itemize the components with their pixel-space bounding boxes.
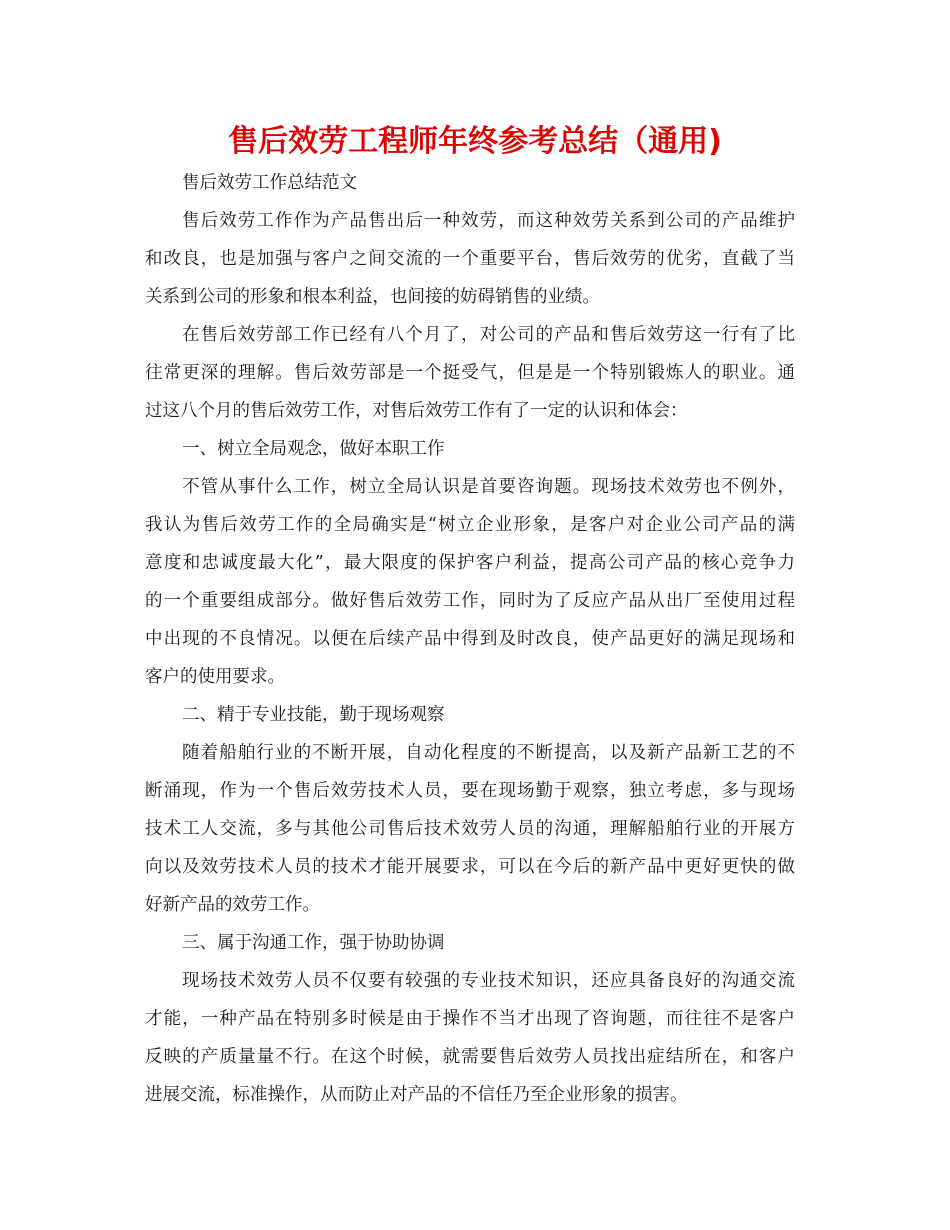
- subtitle-line: 售后效劳工作总结范文: [182, 173, 357, 193]
- document-title: 售后效劳工程师年终参考总结（通用): [228, 124, 722, 159]
- text-line: 现场技术效劳人员不仅要有较强的专业技术知识，还应具备良好的沟通交流: [182, 971, 795, 991]
- text-line: 随着船舶行业的不断开展，自动化程度的不断提高，以及新产品新工艺的不: [182, 743, 795, 763]
- text-line: 过这八个月的售后效劳工作，对售后效劳工作有了一定的认识和体会：: [145, 401, 688, 421]
- text-line: 的一个重要组成部分。做好售后效劳工作，同时为了反应产品从出厂至使用过程: [145, 591, 795, 611]
- section-heading: 一、树立全局观念，做好本职工作: [182, 439, 445, 459]
- text-line: 售后效劳工作作为产品售出后一种效劳，而这种效劳关系到公司的产品维护: [182, 211, 795, 231]
- section-heading: 二、精于专业技能，勤于现场观察: [182, 705, 445, 725]
- document-body: [145, 164, 795, 1114]
- text-line: 和改良，也是加强与客户之间交流的一个重要平台，售后效劳的优劣，直截了当: [145, 249, 795, 269]
- text-line: 技术工人交流，多与其他公司售后技术效劳人员的沟通，理解船舶行业的开展方: [145, 819, 795, 839]
- text-line: 进展交流，标准操作，从而防止对产品的不信任乃至企业形象的损害。: [145, 1085, 688, 1105]
- text-line: 客户的使用要求。: [145, 667, 285, 687]
- text-line: 往常更深的理解。售后效劳部是一个挺受气，但是是一个特别锻炼人的职业。通: [145, 363, 795, 383]
- section-heading: 三、属于沟通工作，强于协助协调: [182, 933, 445, 953]
- text-line: 在售后效劳部工作已经有八个月了，对公司的产品和售后效劳这一行有了比: [182, 325, 795, 345]
- text-line: 不管从事什么工作，树立全局认识是首要咨询题。现场技术效劳也不例外，: [182, 477, 795, 497]
- text-line: 好新产品的效劳工作。: [145, 895, 320, 915]
- text-line: 反映的产质量量不行。在这个时候，就需要售后效劳人员找出症结所在，和客户: [145, 1047, 795, 1067]
- text-line: 断涌现，作为一个售后效劳技术人员，要在现场勤于观察，独立考虑，多与现场: [145, 781, 795, 801]
- text-line: 向以及效劳技术人员的技术才能开展要求，可以在今后的新产品中更好更快的做: [145, 857, 795, 877]
- text-line: 意度和忠诚度最大化”，最大限度的保护客户利益，提高公司产品的核心竞争力: [145, 553, 795, 573]
- text-line: 关系到公司的形象和根本利益，也间接的妨碍销售的业绩。: [145, 287, 600, 307]
- text-line: 我认为售后效劳工作的全局确实是“树立企业形象，是客户对企业公司产品的满: [145, 515, 795, 535]
- text-line: 才能，一种产品在特别多时候是由于操作不当才出现了咨询题，而往往不是客户: [145, 1009, 795, 1029]
- text-line: 中出现的不良情况。以便在后续产品中得到及时改良，使产品更好的满足现场和: [145, 629, 795, 649]
